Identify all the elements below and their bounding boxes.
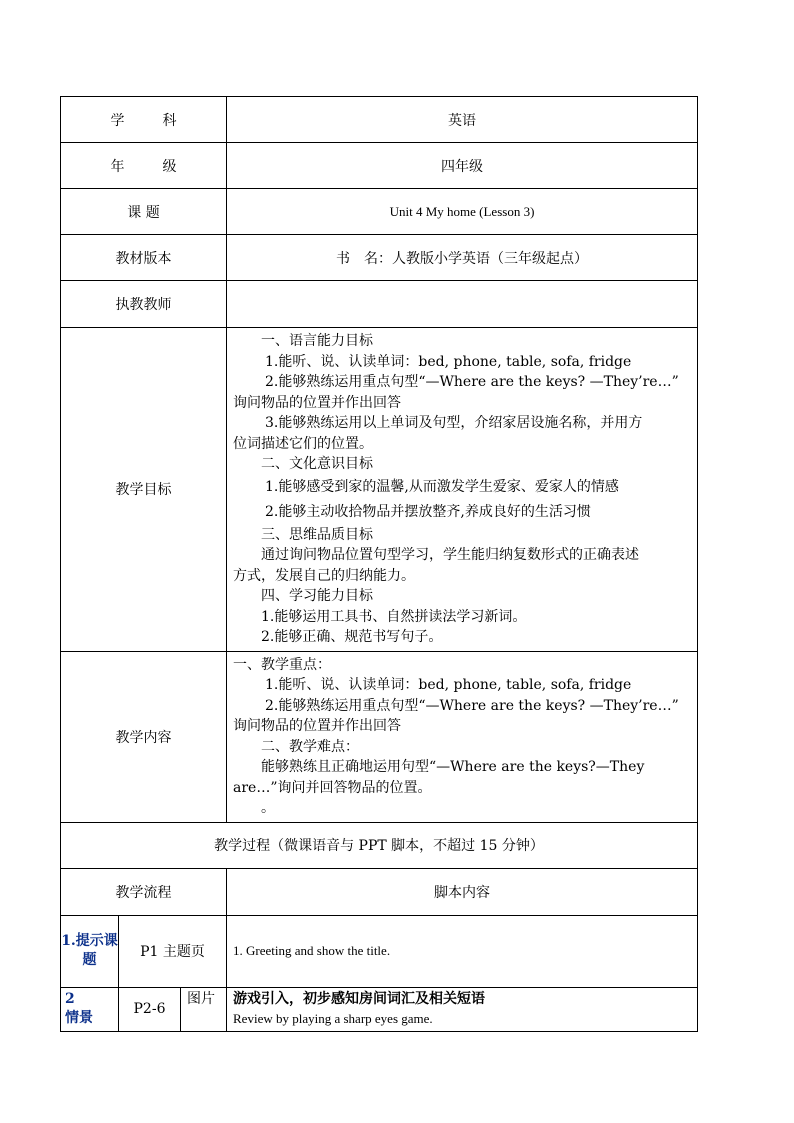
goals-line: 2.能够正确、规范书写句子。	[261, 629, 443, 645]
step2-script-b: Review by playing a sharp eyes game.	[233, 1010, 433, 1026]
teacher-label: 执教教师	[61, 281, 227, 328]
grade-label-a: 年	[110, 158, 125, 175]
row-process-header	[61, 868, 698, 915]
grade-label-b: 级	[162, 158, 177, 175]
content-line: 1.能听、说、认读单词：bed, phone, table, sofa, fridge	[265, 677, 632, 693]
goals-label: 教学目标	[61, 328, 227, 652]
row-topic	[61, 189, 698, 235]
textbook-label: 教材版本	[61, 235, 227, 281]
content-line: 二、教学难点：	[261, 738, 360, 755]
goals-line: 位词描述它们的位置。	[233, 435, 374, 452]
step1-script: 1. Greeting and show the title.	[227, 915, 698, 987]
content-line: are…”询问并回答物品的位置。	[233, 779, 432, 796]
goals-line: 方式，发展自己的归纳能力。	[233, 567, 416, 584]
textbook-value: 书 名：人教版小学英语（三年级起点）	[227, 235, 698, 281]
step2-name-a: 2	[65, 990, 75, 1007]
goals-line: 通过询问物品位置句型学习，学生能归纳复数形式的正确表述	[261, 547, 640, 563]
step1-name: 1.提示课题	[61, 915, 119, 987]
script-header: 脚本内容	[227, 868, 698, 915]
subject-value: 英语	[227, 97, 698, 143]
row-textbook	[61, 235, 698, 281]
teacher-value	[227, 281, 698, 328]
row-teacher	[61, 281, 698, 328]
step2-name-b: 情景	[65, 1009, 93, 1026]
content-line: 一、教学重点：	[233, 656, 332, 673]
goals-line: 2.能够熟练运用重点句型“—Where are the keys? —They’re…”	[265, 374, 679, 390]
step2-script-a: 游戏引入，初步感知房间词汇及相关短语	[233, 990, 486, 1007]
grade-value: 四年级	[227, 143, 698, 189]
goals-content	[227, 328, 698, 652]
content-line: 2.能够熟练运用重点句型“—Where are the keys? —They’re…”	[265, 697, 679, 714]
row-content	[61, 651, 698, 822]
topic-value: Unit 4 My home (Lesson 3)	[227, 189, 698, 235]
step2-script	[227, 987, 698, 1031]
step2-type: 图片	[181, 987, 227, 1031]
goals-line: 2.能够主动收拾物品并摆放整齐,养成良好的生活习惯	[265, 503, 591, 520]
process-title: 教学过程（微课语音与 PPT 脚本，不超过 15 分钟）	[61, 822, 698, 868]
step2-page: P2-6	[119, 987, 181, 1031]
row-goals	[61, 328, 698, 652]
row-grade	[61, 143, 698, 189]
subject-label-a: 学	[110, 112, 125, 129]
row-step2	[61, 987, 698, 1031]
topic-label: 课 题	[61, 189, 227, 235]
grade-label	[61, 143, 227, 189]
goals-line: 1.能听、说、认读单词：bed, phone, table, sofa, fridge	[265, 353, 632, 370]
goals-line: 一、语言能力目标	[261, 333, 374, 349]
goals-line: 1.能够运用工具书、自然拼读法学习新词。	[261, 608, 527, 625]
content-body	[227, 651, 698, 822]
row-subject	[61, 97, 698, 143]
goals-line: 1.能够感受到家的温馨,从而激发学生爱家、爱家人的情感	[265, 478, 619, 495]
flow-header: 教学流程	[61, 868, 227, 915]
goals-line: 四、学习能力目标	[261, 588, 374, 604]
goals-line: 二、文化意识目标	[261, 456, 374, 472]
row-step1	[61, 915, 698, 987]
goals-line: 三、思维品质目标	[261, 526, 374, 543]
row-process-title	[61, 822, 698, 868]
goals-line: 询问物品的位置并作出回答	[233, 394, 402, 411]
step2-name	[61, 987, 119, 1031]
content-line: 。	[261, 800, 276, 816]
lesson-plan-table	[60, 96, 698, 1032]
subject-label	[61, 97, 227, 143]
subject-label-b: 科	[162, 112, 177, 129]
content-line: 能够熟练且正确地运用句型“—Where are the keys?—They	[261, 759, 645, 775]
goals-line: 3.能够熟练运用以上单词及句型，介绍家居设施名称，并用方	[265, 415, 643, 431]
content-line: 询问物品的位置并作出回答	[233, 718, 402, 734]
content-label: 教学内容	[61, 651, 227, 822]
step1-page: P1 主题页	[119, 915, 227, 987]
